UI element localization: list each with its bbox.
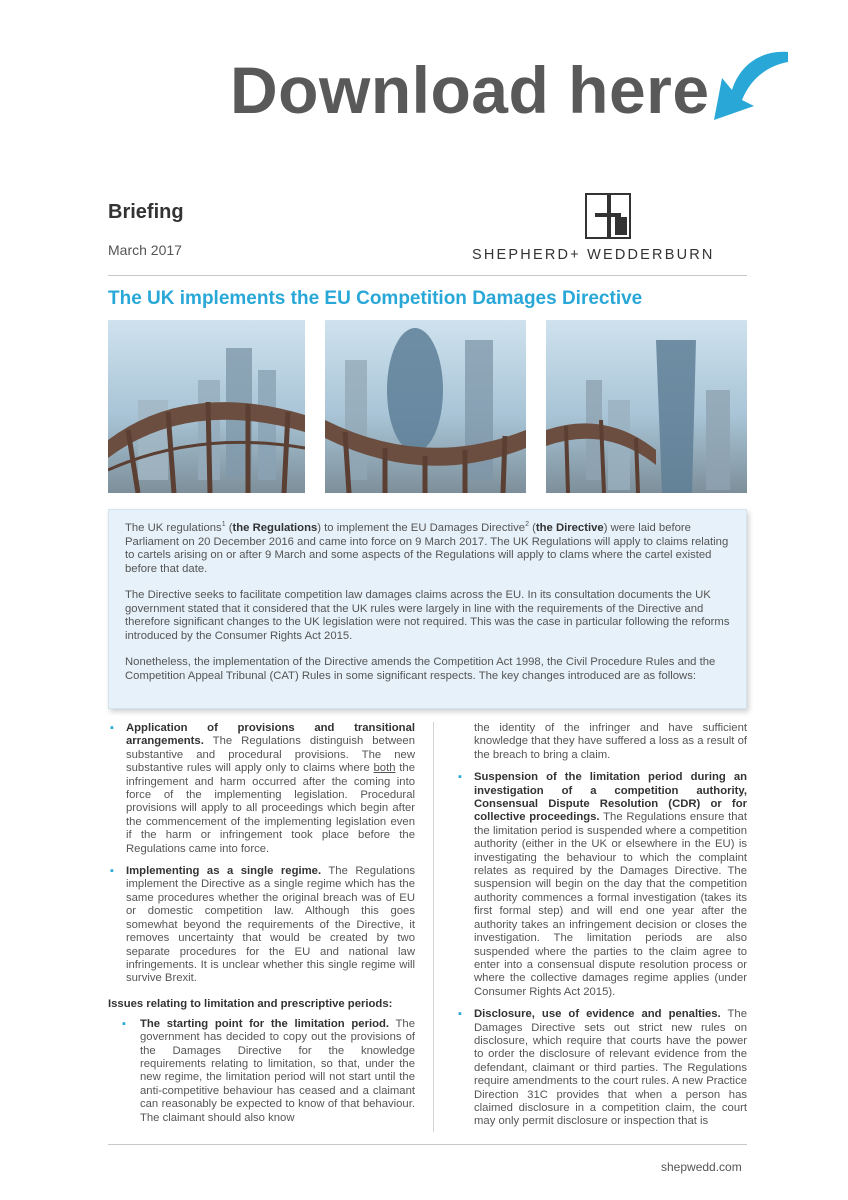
footer-website-link[interactable]: shepwedd.com (661, 1160, 742, 1174)
list-item: ▪ Suspension of the limitation period during an investigation of a competition authority, Consensual Dispute Resolution (CDR) or for collective proceedings. The Regulations ensure that the limitation period is suspended where a competition authority (either in the UK or elsewhere in the EU) is investigating the behaviour to which the complaint relates as required by the Damages Directive. The suspension will begin on the day that the competition authority commences a formal investigation (takes its first formal step) and will end one year after the authority takes an infringement decision or closes the investigation. The limitation periods are also suspended where the parties to the claim agree to enter into a consensual dispute resolution process or where the collective damages regime applies (under Consumer Rights Act 2015). (458, 771, 747, 998)
gherkin-bridge-photo-center (325, 320, 526, 493)
document-type-label: Briefing (108, 201, 184, 223)
summary-paragraph-2: The Directive seeks to facilitate competition law damages claims across the EU. In its consultation documents the UK government stated that it considered that the UK rules were largely in line with the requirements of the Directive and therefore significant changes to the UK legislation were not required. This was the case in particular following the reforms introduced by the Consumer Rights Act 2015. (125, 589, 730, 642)
bullet-icon: ▪ (110, 865, 114, 878)
bullet-icon: ▪ (122, 1017, 126, 1030)
curved-arrow-down-left-icon[interactable] (700, 44, 792, 124)
header-divider (108, 275, 747, 276)
footer-divider (108, 1144, 747, 1145)
bullet-icon: ▪ (458, 1008, 462, 1021)
list-item: ▪ Disclosure, use of evidence and penalties. The Damages Directive sets out strict new rules on disclosure, which require that courts have the power to order the disclosure of relevant evidence from the defendant, claimant or third parties. The Regulations require amendments to the court rules. A new Practice Direction 31C provides that when a person has claimed disclosure in a competition claim, the court may only permit disclosure or inspection that is (458, 1008, 747, 1128)
download-here-heading[interactable]: Download here (230, 53, 710, 127)
summary-box (108, 509, 747, 709)
walkie-talkie-skyline-photo-right (546, 320, 747, 493)
body-column-left (108, 722, 415, 1134)
summary-paragraph-3: Nonetheless, the implementation of the Directive amends the Competition Act 1998, the Civil Procedure Rules and the Competition Appeal Tribunal (CAT) Rules in some significant respects. The key changes introduced are as follows: (125, 656, 716, 682)
list-item-continuation: the identity of the infringer and have sufficient knowledge that they have suffered a loss as a result of the breach to bring a claim. (474, 722, 747, 761)
list-item: ▪ The starting point for the limitation period. The government has decided to copy out the provisions of the Damages Directive for the knowledge requirements relating to limitation, so that, under the new regime, the limitation period will not start until the anti-competitive behaviour has ceased and a claimant can reasonably be expected to know of that behaviour. The claimant should also know (122, 1017, 415, 1124)
bullet-icon: ▪ (110, 722, 114, 734)
section-subheading: Issues relating to limitation and prescriptive periods: (108, 997, 393, 1010)
column-divider (433, 722, 434, 1132)
page-title: The UK implements the EU Competition Damages Directive (108, 288, 643, 309)
shepherd-wedderburn-logo-mark (585, 193, 631, 239)
city-skyline-photo-left (108, 320, 305, 493)
body-column-right (456, 722, 747, 1138)
document-date: March 2017 (108, 242, 182, 258)
list-item: ▪ Implementing as a single regime. The Regulations implement the Directive as a single regime which has the same procedures whether the original breach was of EU or domestic competition law. Although this goes somewhat beyond the requirements of the Directive, it removes uncertainty that would be created by two separate procedures for the EU and national law infringements. It is unclear whether this single regime will survive Brexit. (110, 865, 416, 985)
list-item: ▪ Application of provisions and transitional arrangements. The Regulations distinguish between substantive and procedural provisions. The new substantive rules will apply only to claims where both the infringement and harm occurred after the coming into force of the implementing legislation. Procedural provisions will apply to all proceedings which begin after the commencement of the implementing legislation even if the harm or infringement took place before the Regulations came into force. (110, 722, 416, 855)
bullet-icon: ▪ (458, 771, 462, 784)
summary-paragraph-1: The UK regulations$^1$ (the Regulations) to implement the EU Damages Directive$^2$ (the Directive) were laid before Parliament on 20 December 2016 and came into force on 9 March 2017. The UK Regulations will apply to claims relating to cartels arising on or after 9 March and some aspects of the Regulations will apply to clams where the cartel existed before that date. (125, 521, 729, 575)
logo-wordmark: SHEPHERD+ WEDDERBURN (472, 247, 715, 263)
